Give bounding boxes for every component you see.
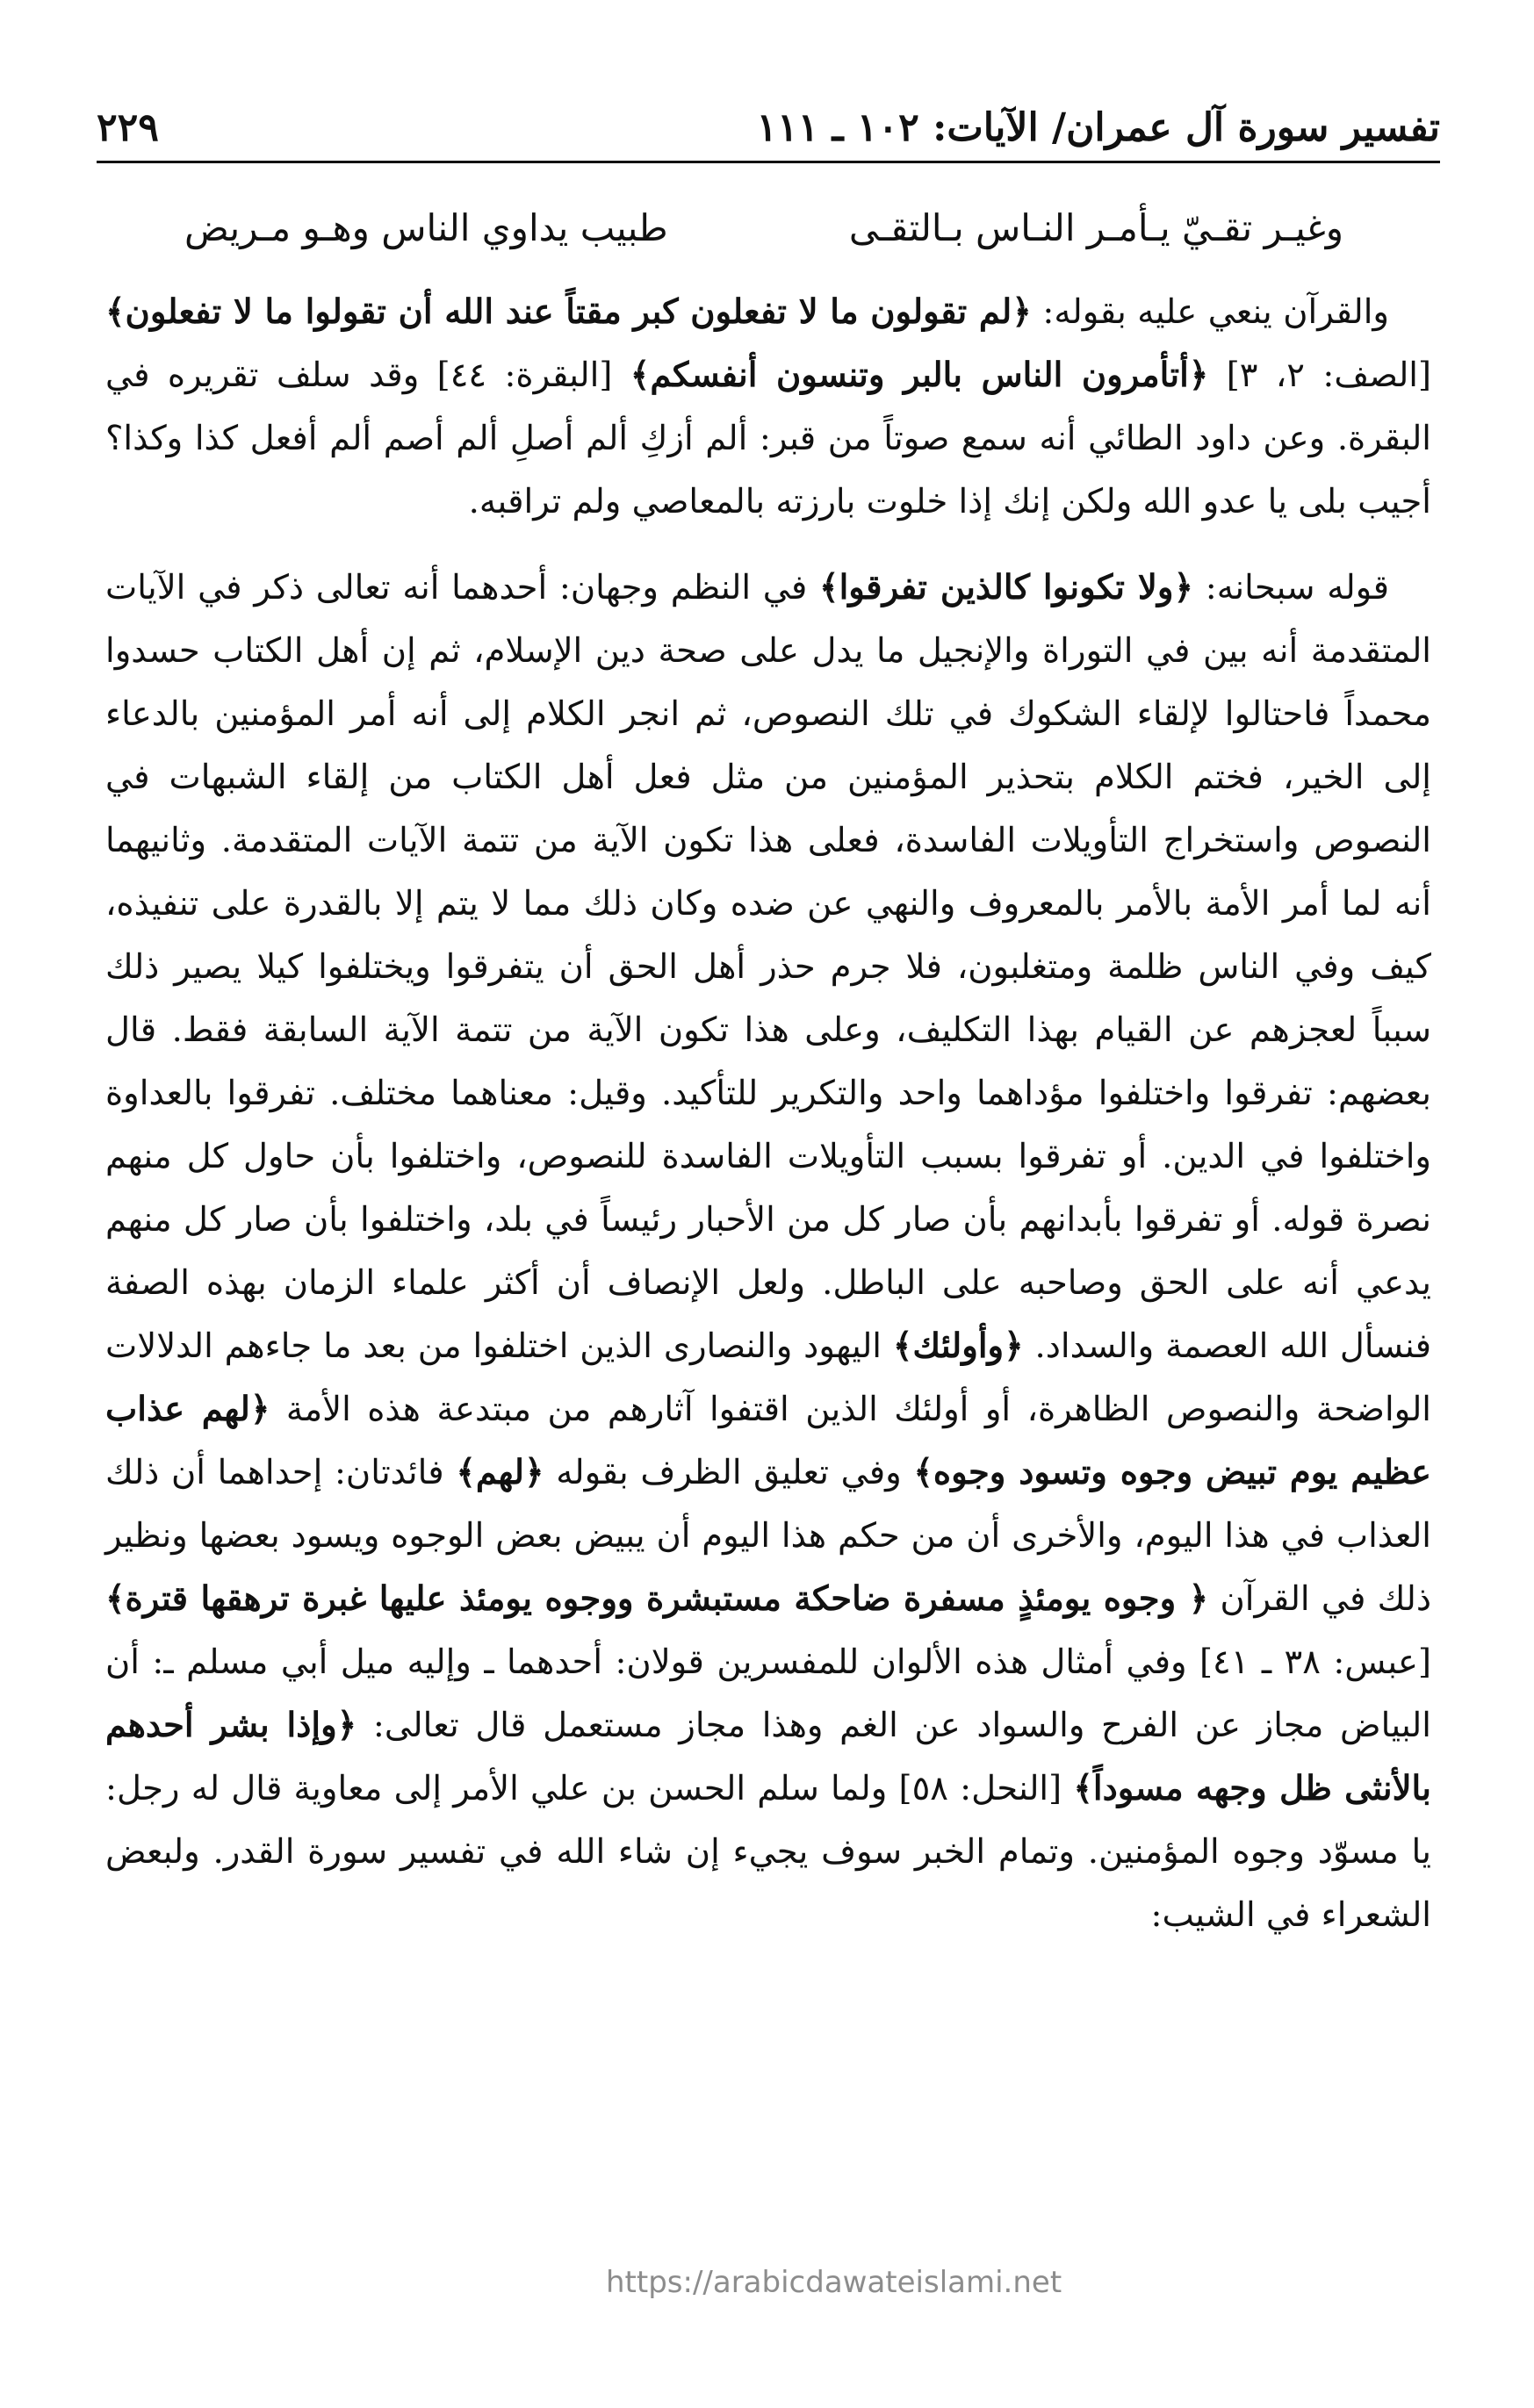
paragraph-1 [105, 281, 1431, 534]
verse-hemistich-second: طبيب يداوي الناس وهـو مـريض [184, 206, 668, 249]
paragraph-2 [105, 557, 1431, 1947]
quran-quote: ﴿ وجوه يومئذٍ مسفرة ضاحكة مستبشرة ووجوه يومئذ عليها غبرة ترهقها قترة﴾ [105, 1579, 1209, 1619]
running-title: تفسير سورة آل عمران/ الآيات: ١٠٢ ـ ١١١ [756, 105, 1440, 150]
text-run: اليهود والنصارى الذين اختلفوا من بعد ما جاءهم الدلالات الواضحة والنصوص الظاهرة، أو أولئك الذين اقتفوا آثارهم من مبتدعة هذه الأمة [105, 1326, 1432, 1429]
quran-quote: ﴿وأولئك﴾ [892, 1326, 1024, 1366]
text-run: قوله سبحانه: [1193, 568, 1389, 607]
quran-quote: ﴿لم تقولون ما لا تفعلون كبر مقتاً عند الله أن تقولوا ما لا تفعلون﴾ [105, 292, 1032, 332]
body-text [105, 281, 1431, 1972]
quran-quote: ﴿ولا تكونوا كالذين تفرقوا﴾ [819, 568, 1194, 607]
verse-hemistich-first: وغيـر تقـيّ يـأمـر النـاس بـالتقـى [848, 206, 1343, 249]
text-run: وفي تعليق الظرف بقوله [544, 1453, 914, 1492]
text-run: في النظم وجهان: أحدهما أنه تعالى ذكر في الآيات المتقدمة أنه بين في التوراة والإنجيل ما يدل على صحة دين الإسلام، ثم إن أهل الكتاب حسدوا محمداً فاحتالوا لإلقاء الشكوك في تلك النصوص، ثم انجر الكلام إلى أنه أمر المؤمنين بالدعاء إلى الخير، فختم الكلام بتحذير المؤمنين من مثل فعل أهل الكتاب من إلقاء الشبهات في النصوص واستخراج التأويلات الفاسدة، فعلى هذا تكون الآية من تتمة الآيات المتقدمة. وثانيهما أنه لما أمر الأمة بالأمر بالمعروف والنهي عن ضده وكان ذلك مما لا يتم إلا بالقدرة على تنفيذه، كيف وفي الناس ظلمة ومتغلبون، فلا جرم حذر أهل الحق أن يتفرقوا ويختلفوا كيلا يصير ذلك سبباً لعجزهم عن القيام بهذا التكليف، وعلى هذا تكون الآية من تتمة الآية السابقة فقط. قال بعضهم: تفرقوا واختلفوا مؤداهما واحد والتكرير للتأكيد. وقيل: معناهما مختلف. تفرقوا بالعداوة واختلفوا في الدين. أو تفرقوا بسبب التأويلات الفاسدة للنصوص، واختلفوا بأن حاول كل منهم نصرة قوله. أو تفرقوا بأبدانهم بأن صار كل من الأحبار رئيساً في بلد، واختلفوا بأن صار كل منهم يدعي أنه على الحق وصاحبه على الباطل. ولعل الإنصاف أن أكثر علماء الزمان بهذه الصفة فنسأل الله العصمة والسداد. [105, 568, 1431, 1366]
text-run: [النحل: ٥٨] ولما سلم الحسن بن علي الأمر إلى معاوية قال له رجل: يا مسوّد وجوه المؤمنين. وتمام الخبر سوف يجيء إن شاء الله في تفسير سورة القدر. ولبعض الشعراء في الشيب: [105, 1769, 1431, 1935]
page-number: ٢٢٩ [97, 105, 159, 150]
text-run: فائدتان: إحداهما أن ذلك العذاب في هذا اليوم، والأخرى أن من حكم هذا اليوم أن يبيض بعض الوجوه ويسود بعضها ونظير ذلك في القرآن [105, 1453, 1431, 1619]
quran-quote: ﴿لهم عذاب عظيم يوم تبيض وجوه وتسود وجوه﴾ [105, 1390, 1431, 1492]
quran-quote: ﴿لهم﴾ [456, 1453, 544, 1492]
poetry-verse [184, 206, 1343, 249]
quran-quote: ﴿وإذا بشر أحدهم بالأنثى ظل وجهه مسوداً﴾ [105, 1706, 1432, 1808]
quran-quote: ﴿أتأمرون الناس بالبر وتنسون أنفسكم﴾ [630, 356, 1209, 395]
page-header [97, 105, 1440, 163]
text-run: [عبس: ٣٨ ـ ٤١] وفي أمثال هذه الألوان للمفسرين قولان: أحدهما ـ وإليه ميل أبي مسلم ـ: أن البياض مجاز عن الفرح والسواد عن الغم وهذا مجاز مستعمل قال تعالى: [105, 1642, 1432, 1745]
text-run: [البقرة: ٤٤] وقد سلف تقريره في البقرة. وعن داود الطائي أنه سمع صوتاً من قبر: ألم أزكِ ألم أصلِ ألم أصم ألم أفعل كذا وكذا؟ أجيب بلى يا عدو الله ولكن إنك إذا خلوت بارزته بالمعاصي ولم تراقبه. [105, 356, 1431, 521]
watermark-url: https://arabicdawateislami.net [606, 2265, 1062, 2300]
text-run: [الصف: ٢، ٣] [1208, 356, 1432, 395]
text-run: والقرآن ينعي عليه بقوله: [1031, 292, 1389, 332]
